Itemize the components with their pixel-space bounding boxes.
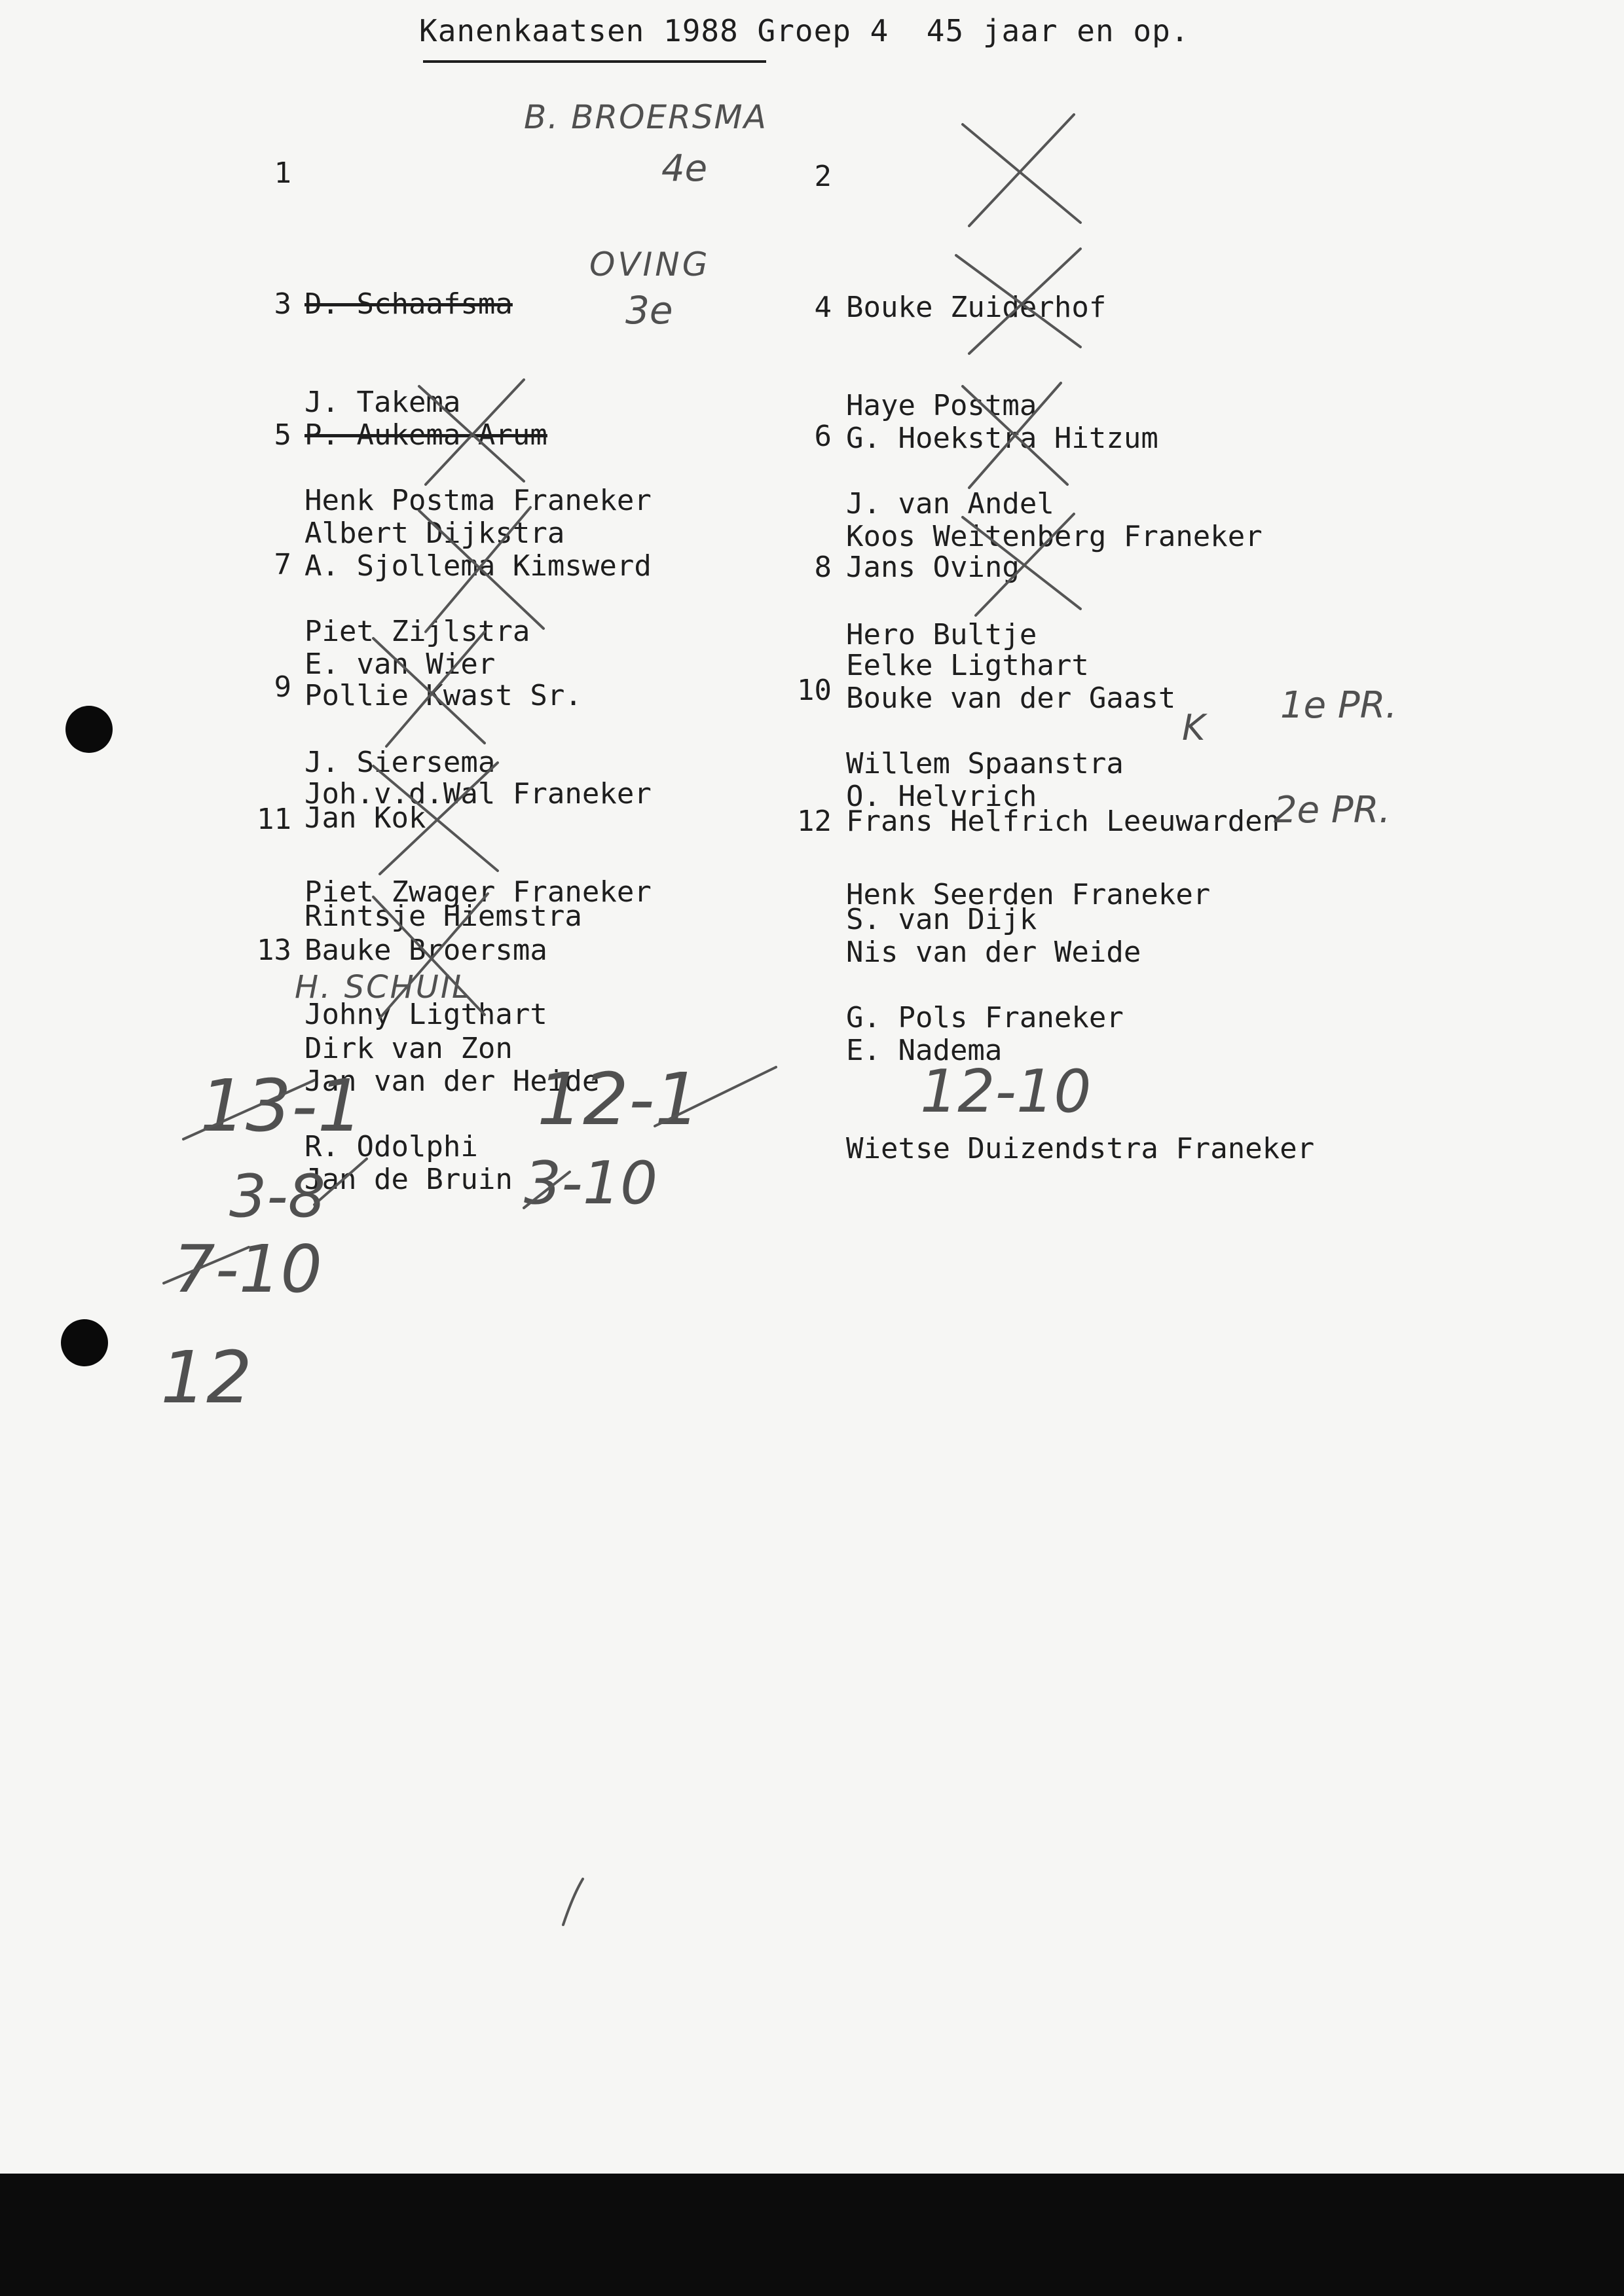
- player-name: Rintsje Hiemstra: [304, 900, 582, 933]
- team-number: 11: [257, 803, 291, 836]
- player-name: G. Hoekstra Hitzum: [846, 422, 1158, 455]
- player-name: R. Odolphi: [304, 1130, 478, 1163]
- player-name: Piet Zijlstra: [304, 615, 530, 648]
- player-name: Eelke Ligthart: [846, 649, 1089, 682]
- handwritten-substitute-team3: OVING: [589, 246, 710, 283]
- player-name: Hero Bultje: [846, 618, 1037, 651]
- player-name: Jan Kok: [304, 801, 426, 835]
- handwritten-place-team1: 4e: [661, 147, 708, 190]
- player-name: Haye Postma: [846, 389, 1037, 422]
- player-name: S. van Dijk: [846, 903, 1037, 936]
- player-name: E. van Wier: [304, 647, 496, 681]
- handwritten-match: 13-1: [200, 1064, 363, 1148]
- team-number: 8: [814, 551, 832, 584]
- player-name: G. Pols Franeker: [846, 1001, 1124, 1034]
- team-number: 3: [274, 287, 291, 321]
- player-name: Frans Helfrich Leeuwarden: [846, 805, 1280, 838]
- player-name: Albert Dijkstra: [304, 517, 565, 550]
- player-name: Pollie Kwast Sr.: [304, 679, 582, 712]
- team-number: 12: [797, 805, 832, 838]
- player-name: Dirk van Zon: [304, 1032, 513, 1065]
- player-name: E. Nadema: [846, 1034, 1003, 1067]
- player-name: Wietse Duizendstra Franeker: [846, 1132, 1315, 1165]
- player-name: Koos Weitenberg Franeker: [846, 520, 1263, 553]
- player-name: J. Takema: [304, 386, 461, 419]
- handwritten-place-team3: 3e: [625, 288, 673, 333]
- team-number: 7: [274, 548, 291, 581]
- team-number: 13: [257, 934, 291, 967]
- player-name: O. Helvrich: [846, 780, 1037, 813]
- team-number: 5: [274, 418, 291, 452]
- handwritten-match: 12: [160, 1336, 252, 1419]
- handwritten-mark-team10: K: [1182, 707, 1206, 748]
- team-number: 6: [814, 420, 832, 453]
- player-name: Bouke Zuiderhof: [846, 291, 1107, 324]
- handwritten-substitute-team1: B. BROERSMA: [524, 98, 767, 136]
- handwritten-substitute-team13: H. SCHUIL: [295, 969, 471, 1006]
- handwritten-match: 3-10: [524, 1149, 658, 1218]
- team-number: 1: [274, 156, 291, 190]
- scanner-edge: [0, 2174, 1624, 2296]
- player-name: D. Schaafsma: [304, 287, 513, 321]
- page-title: Kanenkaatsen 1988 Groep 4 45 jaar en op.: [419, 13, 1190, 48]
- handwritten-match: 3-8: [229, 1162, 325, 1231]
- player-name: Willem Spaanstra: [846, 747, 1124, 780]
- player-name: Johny Ligthart: [304, 998, 547, 1031]
- player-name: Piet Zwager Franeker: [304, 875, 652, 909]
- player-name: Jan de Bruin: [304, 1163, 513, 1196]
- player-name: Henk Seerden Franeker: [846, 878, 1211, 911]
- team-number: 4: [814, 291, 832, 324]
- player-name: Jan van der Heide: [304, 1065, 600, 1098]
- team-number: 9: [274, 670, 291, 704]
- team-number: 2: [814, 160, 832, 193]
- player-name: J. Siersema: [304, 746, 496, 779]
- player-name: Bauke Broersma: [304, 934, 547, 967]
- player-name: Joh.v.d.Wal Franeker: [304, 777, 652, 811]
- player-name: Henk Postma Franeker: [304, 484, 652, 517]
- player-name: P. Aukema Arum: [304, 418, 547, 452]
- player-name: J. van Andel: [846, 487, 1054, 520]
- player-name: Nis van der Weide: [846, 936, 1141, 969]
- team-number: 10: [797, 674, 832, 707]
- player-name: Jans Oving: [846, 551, 1020, 584]
- player-name: A. Sjollema Kimswerd: [304, 549, 652, 583]
- handwritten-prize-team10: 1e PR.: [1280, 684, 1397, 727]
- handwritten-match: 12-10: [920, 1057, 1092, 1126]
- player-name: Bouke van der Gaast: [846, 682, 1176, 715]
- handwritten-match: 7-10: [174, 1231, 322, 1307]
- handwritten-prize-team12: 2e PR.: [1274, 789, 1391, 831]
- handwritten-match: 12-1: [537, 1057, 701, 1141]
